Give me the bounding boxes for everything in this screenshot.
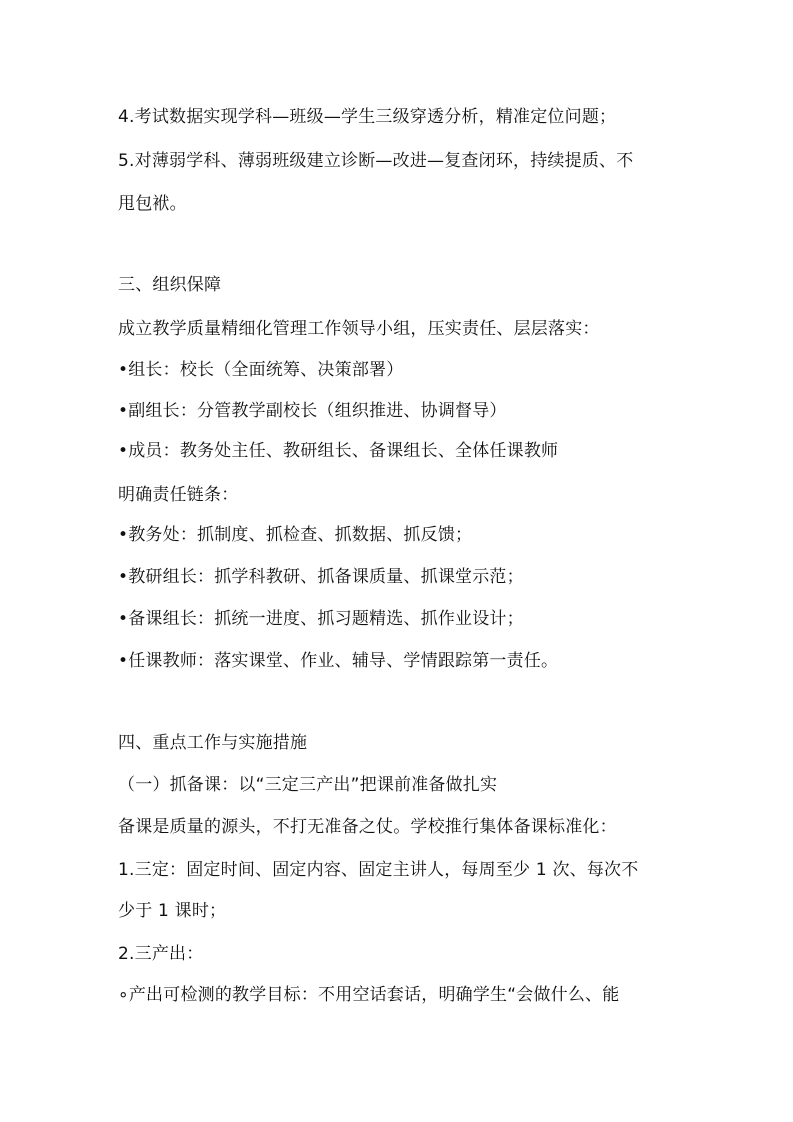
paragraph-responsibility-chain: 明确责任链条： [118,485,239,505]
clause-5-continuation: 甩包袱。 [118,194,187,214]
section-heading-organization: 三、组织保障 [118,275,222,295]
item-1-three-fixed: 1.三定：固定时间、固定内容、固定主讲人，每周至少 1 次、每次不 [118,860,639,880]
bullet-research-leader: •教研组长：抓学科教研、抓备课质量、抓课堂示范； [118,567,524,587]
bullet-members: •成员：教务处主任、教研组长、备课组长、全体任课教师 [118,441,559,461]
clause-5-weak-subjects: 5.对薄弱学科、薄弱班级建立诊断—改进—复查闭环，持续提质、不 [118,151,634,171]
section-heading-key-work: 四、重点工作与实施措施 [118,733,308,753]
paragraph-lesson-prep: 备课是质量的源头，不打无准备之仗。学校推行集体备课标准化： [118,817,617,837]
bullet-group-leader: •组长：校长（全面统筹、决策部署） [118,360,404,380]
paragraph-leadership-group: 成立教学质量精细化管理工作领导小组，压实责任、层层落实： [118,319,600,339]
bullet-teachers: •任课教师：落实课堂、作业、辅导、学情跟踪第一责任。 [118,651,559,671]
bullet-academic-affairs: •教务处：抓制度、抓检查、抓数据、抓反馈； [118,525,473,545]
bullet-lesson-prep-leader: •备课组长：抓统一进度、抓习题精选、抓作业设计； [118,609,524,629]
item-1-continuation: 少于 1 课时； [118,901,227,921]
item-2-three-outputs: 2.三产出： [118,944,204,964]
sub-bullet-teaching-goals: ∘产出可检测的教学目标：不用空话套话，明确学生“会做什么、能 [118,985,620,1005]
clause-4-exam-data: 4.考试数据实现学科—班级—学生三级穿透分析，精准定位问题； [118,107,617,127]
bullet-deputy-leader: •副组长：分管教学副校长（组织推进、协调督导） [118,401,507,421]
subheading-lesson-prep: （一）抓备课：以“三定三产出”把课前准备做扎实 [118,775,498,795]
